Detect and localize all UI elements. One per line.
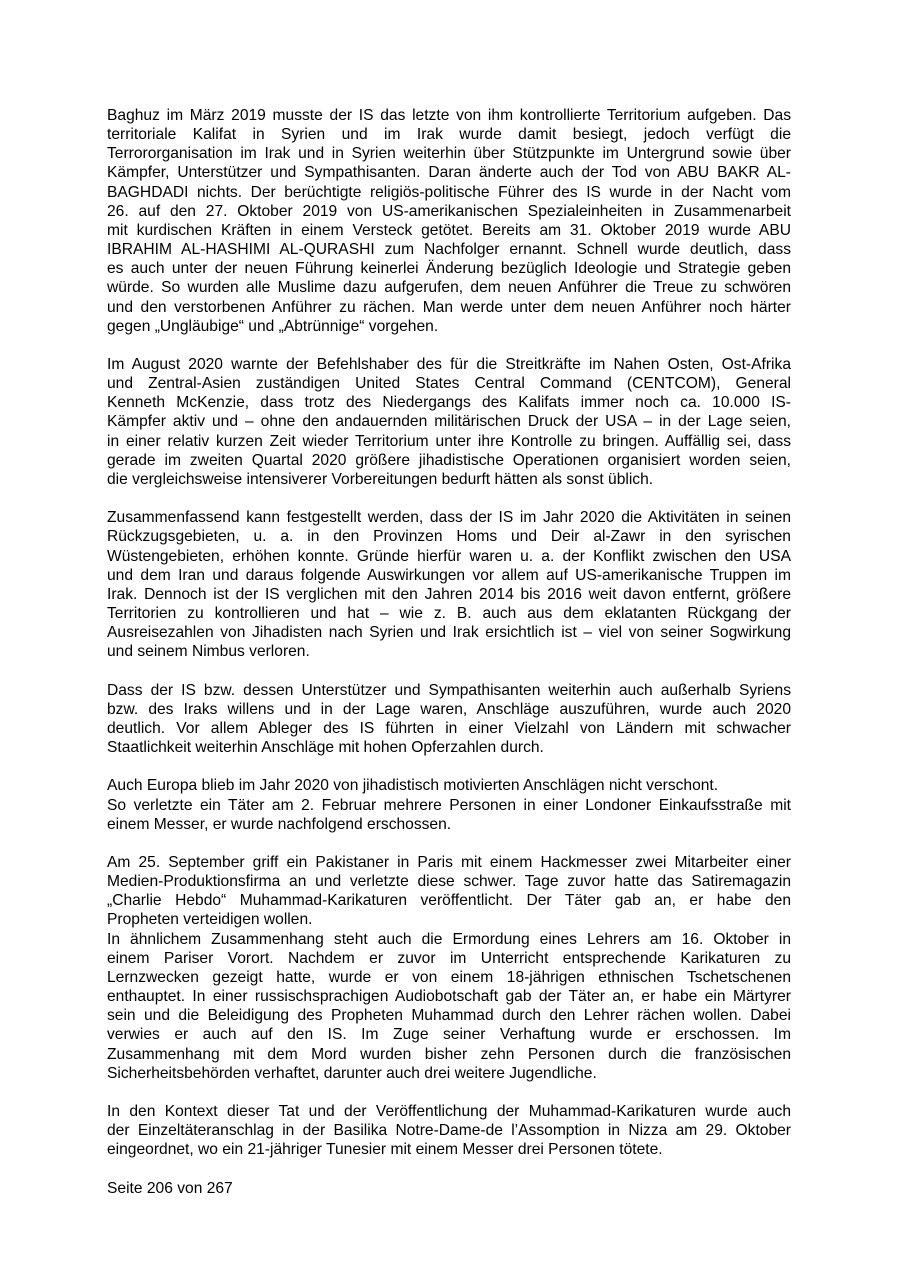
document-body — [107, 106, 791, 1179]
text-line: und dem Iran und daraus folgende Auswirkungen vor allem auf US-amerikanische Truppen im — [107, 566, 791, 584]
text-line: Im August 2020 warnte der Befehlshaber des für die Streitkräfte im Nahen Osten, Ost-Afrika — [107, 356, 791, 374]
text-line: eingeordnet, wo ein 21-jähriger Tunesier mit einem Messer drei Personen tötete. — [107, 1141, 663, 1159]
text-line: Am 25. September griff ein Pakistaner in Paris mit einem Hackmesser zwei Mitarbeiter einer — [107, 854, 791, 872]
text-line: Propheten verteidigen wollen. — [107, 911, 313, 929]
paragraph-5 — [107, 776, 791, 833]
text-line: Kämpfer, Unterstützer und Sympathisanten. Daran änderte auch der Tod von ABU BAKR AL- — [107, 164, 791, 182]
text-line: deutlich. Vor allem Ableger des IS führten in einer Vielzahl von Ländern mit schwacher — [107, 719, 791, 737]
text-line: So verletzte ein Täter am 2. Februar mehrere Personen in einer Londoner Einkaufsstraße mit — [107, 796, 791, 814]
text-line: Lernzwecken gezeigt hatte, wurde er von einem 18-jährigen ethnischen Tschetschenen — [107, 968, 791, 986]
text-line: 26. auf den 27. Oktober 2019 von US-amerikanischen Spezialeinheiten in Zusammenarbeit — [107, 202, 791, 220]
text-line: gerade im zweiten Quartal 2020 größere jihadistische Operationen organisiert worden seien, — [107, 451, 791, 469]
text-line: Kenneth McKenzie, dass trotz des Niedergangs des Kalifats immer noch ca. 10.000 IS- — [107, 394, 791, 412]
text-line: Sicherheitsbehörden verhaftet, darunter auch drei weitere Jugendliche. — [107, 1064, 597, 1082]
text-line: Baghuz im März 2019 musste der IS das letzte von ihm kontrollierte Territorium aufgeben. Das — [107, 107, 791, 124]
text-line: würde. So wurden alle Muslime dazu aufgerufen, dem neuen Anführer die Treue zu schwören — [107, 279, 791, 297]
paragraph-1 — [107, 106, 791, 336]
text-line: Rückzugsgebieten, u. a. in den Provinzen Homs und Deir al-Zawr in den syrischen — [107, 528, 791, 546]
text-line: es auch unter der neuen Führung keinerlei Änderung bezüglich Ideologie und Strategie geben — [107, 260, 791, 278]
text-line: „Charlie Hebdo“ Muhammad-Karikaturen veröffentlicht. Der Täter gab an, er habe den — [107, 892, 791, 910]
text-line: Staatlichkeit weiterhin Anschläge mit hohen Opferzahlen durch. — [107, 739, 544, 757]
page-number: Seite 206 von 267 — [107, 1180, 233, 1197]
text-line: der Einzeltäteranschlag in der Basilika Notre-Dame-de l’Assomption in Nizza am 29. Oktober — [107, 1122, 791, 1140]
text-line: Dass der IS bzw. dessen Unterstützer und Sympathisanten weiterhin auch außerhalb Syriens — [107, 681, 791, 699]
text-line: In ähnlichem Zusammenhang steht auch die Ermordung eines Lehrers am 16. Oktober in — [107, 930, 791, 948]
text-line: einem Messer, er wurde nachfolgend erschossen. — [107, 815, 452, 833]
text-line: Terrororganisation im Irak und in Syrien weiterhin über Stützpunkte im Untergrund sowie über — [107, 145, 791, 163]
text-line: sein und die Beleidigung des Propheten Muhammad durch den Lehrer rächen wollen. Dabei — [107, 1007, 791, 1025]
paragraph-7 — [107, 1102, 791, 1159]
text-line: und den verstorbenen Anführer zu rächen. Man werde unter dem neuen Anführer noch härter — [107, 298, 791, 316]
text-line: einem Pariser Vorort. Nachdem er zuvor im Unterricht entsprechende Karikaturen zu — [107, 949, 791, 967]
text-line: in einer relativ kurzen Zeit wieder Territorium unter ihre Kontrolle zu bringen. Auffällig sei, dass — [107, 432, 791, 450]
text-line: mit kurdischen Kräften in einem Versteck getötet. Bereits am 31. Oktober 2019 wurde ABU — [107, 221, 791, 239]
text-line: Ausreisezahlen von Jihadisten nach Syrien und Irak ersichtlich ist – viel von seiner Sogwirkung — [107, 624, 791, 642]
paragraph-6 — [107, 853, 791, 1083]
text-line: Zusammenhang mit dem Mord wurden bisher zehn Personen durch die französischen — [107, 1045, 791, 1063]
text-line: Medien-Produktionsfirma an und verletzte diese schwer. Tage zuvor hatte das Satiremagazin — [107, 873, 791, 891]
paragraph-4 — [107, 681, 791, 758]
text-line: Wüstengebieten, erhöhen konnte. Gründe hierfür waren u. a. der Konflikt zwischen den USA — [107, 547, 791, 565]
text-line: IBRAHIM AL-HASHIMI AL-QURASHI zum Nachfolger ernannt. Schnell wurde deutlich, dass — [107, 241, 791, 259]
text-line: BAGHDADI nichts. Der berüchtigte religiös-politische Führer des IS wurde in der Nacht vom — [107, 183, 791, 201]
text-line: bzw. des Iraks willens und in der Lage waren, Anschläge auszuführen, wurde auch 2020 — [107, 700, 791, 718]
text-line: die vergleichsweise intensiverer Vorbereitungen bedurft hätten als sonst üblich. — [107, 470, 654, 488]
text-line: enthauptet. In einer russischsprachigen Audiobotschaft gab der Täter an, er habe ein Märtyrer — [107, 988, 791, 1006]
text-line: Territorien zu kontrollieren und hat – wie z. B. auch aus dem eklatanten Rückgang der — [107, 605, 791, 623]
text-line: territoriale Kalifat in Syrien und im Irak wurde damit besiegt, jedoch verfügt die — [107, 126, 791, 144]
paragraph-2 — [107, 355, 791, 489]
text-line: Irak. Dennoch ist der IS verglichen mit den Jahren 2014 bis 2016 weit davon entfernt, größere — [107, 585, 791, 603]
text-line: verwies er auch auf den IS. Im Zuge seiner Verhaftung wurde er erschossen. Im — [107, 1026, 791, 1044]
text-line: und seinem Nimbus verloren. — [107, 643, 310, 661]
text-line: gegen „Ungläubige“ und „Abtrünnige“ vorgehen. — [107, 317, 439, 335]
text-line: Zusammenfassend kann festgestellt werden, dass der IS im Jahr 2020 die Aktivitäten in seinen — [107, 509, 791, 527]
paragraph-3 — [107, 508, 791, 661]
text-line: Auch Europa blieb im Jahr 2020 von jihadistisch motivierten Anschlägen nicht verschont. — [107, 777, 719, 795]
text-line: In den Kontext dieser Tat und der Veröffentlichung der Muhammad-Karikaturen wurde auch — [107, 1103, 791, 1121]
text-line: und Zentral-Asien zuständigen United States Central Command (CENTCOM), General — [107, 375, 791, 393]
text-line: Kämpfer aktiv und – ohne den andauernden militärischen Druck der USA – in der Lage seien, — [107, 413, 791, 431]
